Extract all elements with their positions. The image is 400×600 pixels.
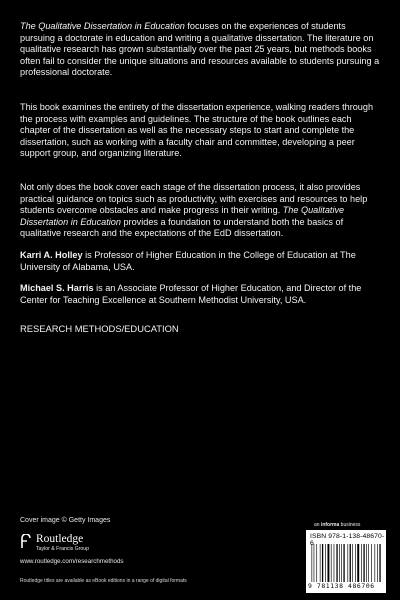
- barcode-bar: [366, 544, 367, 582]
- barcode-bar: [336, 544, 337, 582]
- ebook-note: Routledge titles are available as eBook editions in a range of digital formats: [20, 578, 187, 584]
- barcode-bar: [357, 544, 359, 582]
- description-text: Not only does the book cover each stage of the dissertation process, it also provides practical guidance on topics such as productivity, with exercises and resources to help students overcome obstacles and make progress in their writing.: [20, 182, 368, 216]
- routledge-logo-icon: [20, 534, 32, 549]
- barcode-bar: [327, 544, 329, 582]
- author-bio-text: is Professor of Higher Education in the College of Education at The University of Alabama, USA.: [20, 250, 356, 272]
- barcode-bar: [368, 544, 369, 582]
- isbn-barcode: [306, 530, 386, 593]
- description-text: focuses on the experiences of students pursuing a doctorate in education and writing a qualitative dissertation. The literature on qualitative research has grown substantially over the past 25 years, but methods books often fail to consider the unique situations and resources available to students pursuing a professional doctorate.: [20, 21, 380, 78]
- isbn-text: ISBN 978-1-138-48670-6: [310, 533, 385, 547]
- informa-business-tag: an informa business: [314, 522, 361, 528]
- barcode-bar: [339, 544, 340, 582]
- author-bio-text: is an Associate Professor of Higher Education, and Director of the Center for Teaching Excellence at Southern Methodist University, USA.: [20, 283, 362, 305]
- barcode-digits: 9 781138 486706: [308, 582, 375, 590]
- barcode-bar: [320, 544, 321, 582]
- book-title-italic: The Qualitative Dissertation in Education: [20, 21, 185, 31]
- description-paragraph-2: [20, 102, 382, 160]
- barcode-bar: [350, 544, 351, 582]
- barcode-bar: [314, 544, 315, 582]
- barcode-bar: [334, 544, 335, 582]
- cover-image-credit: Cover image © Getty Images: [20, 517, 111, 524]
- barcode-bar: [341, 544, 342, 582]
- barcode-bar: [347, 544, 348, 582]
- barcode-bar: [312, 544, 313, 582]
- barcode-bar: [374, 544, 375, 582]
- description-paragraph-1: [20, 21, 382, 79]
- barcode-bar: [355, 544, 356, 582]
- description-paragraph-3: [20, 182, 382, 240]
- barcode-bar: [363, 544, 364, 582]
- barcode-bar: [316, 544, 317, 582]
- barcode-bar: [322, 544, 323, 582]
- publisher-group: Taylor & Francis Group: [36, 546, 90, 552]
- barcode-bar: [325, 544, 326, 582]
- description-text: provides a foundation to understand both the basics of qualitative research and the expectations of the EdD dissertation.: [20, 216, 344, 239]
- barcode-bars-icon: [310, 544, 382, 582]
- barcode-bar: [331, 544, 332, 582]
- barcode-bar: [352, 544, 353, 582]
- book-title-italic: The Qualitative Dissertation in Education: [20, 205, 345, 227]
- barcode-bar: [377, 544, 378, 582]
- author-bio-1: [20, 250, 382, 273]
- barcode-bar: [361, 544, 362, 582]
- subject-category: RESEARCH METHODS/EDUCATION: [20, 323, 179, 334]
- author-name: Karri A. Holley: [20, 250, 83, 260]
- barcode-bar: [343, 544, 344, 582]
- author-bio-2: [20, 283, 382, 306]
- author-name: Michael S. Harris: [20, 283, 94, 293]
- barcode-bar: [379, 544, 380, 582]
- description-text: This book examines the entirety of the dissertation experience, walking readers through the process with examples and guidelines. The structure of the book outlines each chapter of the dissertation as well as the necessary steps to start and complete the dissertation, such as working with a faculty chair and committee, developing a peer support group, and organizing literature.: [20, 102, 374, 159]
- publisher-name: Routledge: [36, 533, 84, 545]
- barcode-bar: [371, 544, 372, 582]
- publisher-url[interactable]: www.routledge.com/researchmethods: [20, 558, 124, 565]
